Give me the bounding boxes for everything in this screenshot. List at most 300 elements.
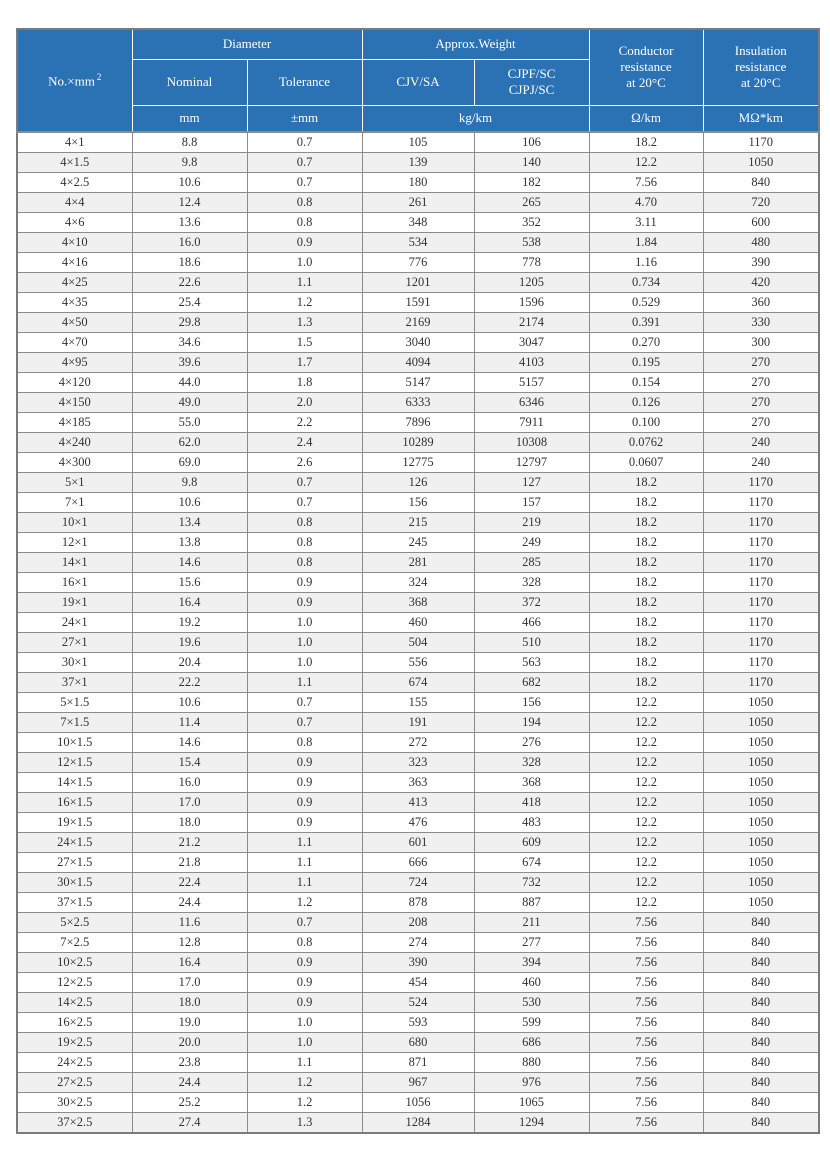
cell-cjpf-cjpj: 682 — [474, 673, 589, 693]
cell-cjpf-cjpj: 530 — [474, 993, 589, 1013]
cell-conductor-resistance: 7.56 — [589, 973, 703, 993]
cell-cjpf-cjpj: 599 — [474, 1013, 589, 1033]
cell-insulation-resistance: 270 — [703, 393, 819, 413]
cell-cjpf-cjpj: 211 — [474, 913, 589, 933]
cell-nominal: 55.0 — [132, 413, 247, 433]
cell-insulation-resistance: 840 — [703, 1013, 819, 1033]
cell-nominal: 10.6 — [132, 693, 247, 713]
cell-cjpf-cjpj: 372 — [474, 593, 589, 613]
cell-nominal: 12.8 — [132, 933, 247, 953]
cell-tolerance: 1.8 — [247, 373, 362, 393]
cell-no: 4×1 — [17, 132, 132, 153]
cell-cjpf-cjpj: 418 — [474, 793, 589, 813]
cell-conductor-resistance: 0.734 — [589, 273, 703, 293]
cell-cjpf-cjpj: 1596 — [474, 293, 589, 313]
table-row — [17, 993, 819, 1013]
cell-insulation-resistance: 840 — [703, 953, 819, 973]
table-row — [17, 673, 819, 693]
cell-insulation-resistance: 390 — [703, 253, 819, 273]
cell-nominal: 16.0 — [132, 773, 247, 793]
cell-no: 4×95 — [17, 353, 132, 373]
cell-conductor-resistance: 0.0607 — [589, 453, 703, 473]
cell-insulation-resistance: 300 — [703, 333, 819, 353]
cell-cjv-sa: 593 — [362, 1013, 474, 1033]
table-row — [17, 193, 819, 213]
cell-nominal: 18.0 — [132, 813, 247, 833]
cell-no: 16×1 — [17, 573, 132, 593]
cell-cjpf-cjpj: 880 — [474, 1053, 589, 1073]
cell-no: 4×16 — [17, 253, 132, 273]
cell-insulation-resistance: 1050 — [703, 813, 819, 833]
cell-insulation-resistance: 1170 — [703, 473, 819, 493]
cell-tolerance: 1.0 — [247, 1013, 362, 1033]
cell-cjpf-cjpj: 483 — [474, 813, 589, 833]
cell-nominal: 29.8 — [132, 313, 247, 333]
cell-cjv-sa: 524 — [362, 993, 474, 1013]
cell-tolerance: 0.8 — [247, 933, 362, 953]
cell-tolerance: 0.8 — [247, 533, 362, 553]
table-row — [17, 773, 819, 793]
cell-cjpf-cjpj: 277 — [474, 933, 589, 953]
cell-cjv-sa: 215 — [362, 513, 474, 533]
cell-no: 16×2.5 — [17, 1013, 132, 1033]
cell-cjpf-cjpj: 460 — [474, 973, 589, 993]
cell-nominal: 49.0 — [132, 393, 247, 413]
cell-insulation-resistance: 1050 — [703, 793, 819, 813]
conductor-resistance-line: at 20°C — [626, 75, 666, 91]
cell-tolerance: 1.1 — [247, 273, 362, 293]
cell-tolerance: 0.9 — [247, 753, 362, 773]
table-row — [17, 1093, 819, 1113]
cell-no: 5×1 — [17, 473, 132, 493]
cell-nominal: 13.8 — [132, 533, 247, 553]
cell-tolerance: 1.7 — [247, 353, 362, 373]
cell-conductor-resistance: 18.2 — [589, 132, 703, 153]
cell-no: 4×25 — [17, 273, 132, 293]
table-row — [17, 733, 819, 753]
cell-tolerance: 0.8 — [247, 553, 362, 573]
cell-cjv-sa: 5147 — [362, 373, 474, 393]
cell-tolerance: 1.0 — [247, 633, 362, 653]
cell-nominal: 21.2 — [132, 833, 247, 853]
cell-cjv-sa: 281 — [362, 553, 474, 573]
cell-insulation-resistance: 480 — [703, 233, 819, 253]
cell-tolerance: 0.9 — [247, 233, 362, 253]
cell-cjv-sa: 324 — [362, 573, 474, 593]
cell-insulation-resistance: 1050 — [703, 773, 819, 793]
col-header-tolerance: Tolerance — [247, 59, 362, 105]
cell-cjv-sa: 476 — [362, 813, 474, 833]
cell-cjv-sa: 1056 — [362, 1093, 474, 1113]
cell-cjv-sa: 534 — [362, 233, 474, 253]
cell-cjpf-cjpj: 249 — [474, 533, 589, 553]
table-row — [17, 473, 819, 493]
table-row — [17, 693, 819, 713]
cell-tolerance: 0.7 — [247, 913, 362, 933]
cell-no: 27×1 — [17, 633, 132, 653]
col-header-no-mm2 — [17, 29, 132, 132]
table-row — [17, 753, 819, 773]
cell-insulation-resistance: 270 — [703, 353, 819, 373]
cell-cjv-sa: 1201 — [362, 273, 474, 293]
cell-insulation-resistance: 270 — [703, 413, 819, 433]
table-row — [17, 373, 819, 393]
cell-nominal: 11.6 — [132, 913, 247, 933]
table-row — [17, 873, 819, 893]
table-row — [17, 513, 819, 533]
cell-conductor-resistance: 0.154 — [589, 373, 703, 393]
cell-no: 4×35 — [17, 293, 132, 313]
cell-tolerance: 1.2 — [247, 893, 362, 913]
table-row — [17, 333, 819, 353]
cell-cjpf-cjpj: 1205 — [474, 273, 589, 293]
cell-cjv-sa: 10289 — [362, 433, 474, 453]
cell-insulation-resistance: 600 — [703, 213, 819, 233]
table-row — [17, 413, 819, 433]
cell-cjv-sa: 272 — [362, 733, 474, 753]
cell-tolerance: 1.1 — [247, 673, 362, 693]
cell-nominal: 18.6 — [132, 253, 247, 273]
cell-nominal: 11.4 — [132, 713, 247, 733]
cell-no: 7×1.5 — [17, 713, 132, 733]
cell-nominal: 16.4 — [132, 953, 247, 973]
cell-insulation-resistance: 1050 — [703, 693, 819, 713]
cell-conductor-resistance: 7.56 — [589, 1093, 703, 1113]
table-row — [17, 253, 819, 273]
conductor-resistance-line: Conductor — [618, 42, 674, 58]
cell-conductor-resistance: 18.2 — [589, 633, 703, 653]
cell-tolerance: 1.1 — [247, 1053, 362, 1073]
cell-cjv-sa: 601 — [362, 833, 474, 853]
table-row — [17, 1033, 819, 1053]
cell-cjpf-cjpj: 887 — [474, 893, 589, 913]
cell-no: 4×2.5 — [17, 173, 132, 193]
table-row — [17, 1013, 819, 1033]
cell-no: 4×185 — [17, 413, 132, 433]
cell-no: 5×1.5 — [17, 693, 132, 713]
cell-no: 30×1.5 — [17, 873, 132, 893]
cell-cjpf-cjpj: 4103 — [474, 353, 589, 373]
cell-cjpf-cjpj: 976 — [474, 1073, 589, 1093]
cell-insulation-resistance: 330 — [703, 313, 819, 333]
cell-cjv-sa: 208 — [362, 913, 474, 933]
cell-tolerance: 0.8 — [247, 513, 362, 533]
cell-no: 7×2.5 — [17, 933, 132, 953]
cell-nominal: 27.4 — [132, 1113, 247, 1134]
cell-cjpf-cjpj: 276 — [474, 733, 589, 753]
cell-cjpf-cjpj: 328 — [474, 573, 589, 593]
cell-cjv-sa: 363 — [362, 773, 474, 793]
cell-cjv-sa: 413 — [362, 793, 474, 813]
unit-tolerance-mm: ±mm — [247, 105, 362, 132]
unit-nominal-mm: mm — [132, 105, 247, 132]
cell-tolerance: 0.9 — [247, 773, 362, 793]
cell-tolerance: 2.4 — [247, 433, 362, 453]
cjpf-sc-line: CJPF/SC — [507, 65, 556, 81]
cell-no: 4×6 — [17, 213, 132, 233]
col-header-conductor-resistance — [589, 29, 703, 105]
cell-insulation-resistance: 1050 — [703, 153, 819, 173]
cell-tolerance: 0.7 — [247, 153, 362, 173]
table-row — [17, 273, 819, 293]
col-header-no-mm2-label: No.×mm — [48, 73, 95, 89]
cell-conductor-resistance: 7.56 — [589, 913, 703, 933]
cell-cjpf-cjpj: 510 — [474, 633, 589, 653]
cell-cjpf-cjpj: 1065 — [474, 1093, 589, 1113]
cell-tolerance: 2.6 — [247, 453, 362, 473]
cell-insulation-resistance: 1170 — [703, 673, 819, 693]
cell-cjv-sa: 556 — [362, 653, 474, 673]
cell-conductor-resistance: 12.2 — [589, 813, 703, 833]
cell-conductor-resistance: 0.195 — [589, 353, 703, 373]
cell-cjpf-cjpj: 674 — [474, 853, 589, 873]
cell-insulation-resistance: 840 — [703, 1073, 819, 1093]
cell-conductor-resistance: 7.56 — [589, 1033, 703, 1053]
cell-nominal: 24.4 — [132, 893, 247, 913]
cell-nominal: 34.6 — [132, 333, 247, 353]
cell-conductor-resistance: 7.56 — [589, 993, 703, 1013]
cell-no: 4×70 — [17, 333, 132, 353]
cell-no: 12×1.5 — [17, 753, 132, 773]
cell-cjv-sa: 666 — [362, 853, 474, 873]
cell-cjv-sa: 245 — [362, 533, 474, 553]
col-header-cjv-sa: CJV/SA — [362, 59, 474, 105]
cell-cjpf-cjpj: 194 — [474, 713, 589, 733]
cell-cjv-sa: 12775 — [362, 453, 474, 473]
cell-insulation-resistance: 1050 — [703, 733, 819, 753]
cell-tolerance: 0.7 — [247, 693, 362, 713]
cell-insulation-resistance: 1170 — [703, 493, 819, 513]
cell-insulation-resistance: 840 — [703, 933, 819, 953]
cell-conductor-resistance: 12.2 — [589, 873, 703, 893]
cell-cjv-sa: 724 — [362, 873, 474, 893]
cell-tolerance: 1.1 — [247, 833, 362, 853]
cell-cjpf-cjpj: 265 — [474, 193, 589, 213]
table-row — [17, 213, 819, 233]
cell-conductor-resistance: 18.2 — [589, 473, 703, 493]
cell-conductor-resistance: 12.2 — [589, 693, 703, 713]
cell-insulation-resistance: 1050 — [703, 713, 819, 733]
cell-no: 10×1.5 — [17, 733, 132, 753]
cell-cjpf-cjpj: 609 — [474, 833, 589, 853]
cell-no: 27×2.5 — [17, 1073, 132, 1093]
cell-nominal: 15.6 — [132, 573, 247, 593]
cell-conductor-resistance: 7.56 — [589, 933, 703, 953]
cell-tolerance: 0.9 — [247, 973, 362, 993]
cell-nominal: 25.2 — [132, 1093, 247, 1113]
cell-no: 14×1.5 — [17, 773, 132, 793]
cell-insulation-resistance: 1170 — [703, 613, 819, 633]
cell-nominal: 10.6 — [132, 173, 247, 193]
cell-insulation-resistance: 1170 — [703, 132, 819, 153]
cell-cjpf-cjpj: 10308 — [474, 433, 589, 453]
cell-tolerance: 0.9 — [247, 793, 362, 813]
cell-conductor-resistance: 0.126 — [589, 393, 703, 413]
cell-nominal: 22.6 — [132, 273, 247, 293]
cell-conductor-resistance: 18.2 — [589, 613, 703, 633]
cell-cjpf-cjpj: 156 — [474, 693, 589, 713]
cell-conductor-resistance: 12.2 — [589, 753, 703, 773]
col-header-diameter: Diameter — [132, 29, 362, 59]
table-row — [17, 1053, 819, 1073]
cell-conductor-resistance: 1.84 — [589, 233, 703, 253]
cell-nominal: 22.4 — [132, 873, 247, 893]
cell-conductor-resistance: 18.2 — [589, 513, 703, 533]
cell-cjv-sa: 390 — [362, 953, 474, 973]
cell-nominal: 23.8 — [132, 1053, 247, 1073]
cell-cjpf-cjpj: 538 — [474, 233, 589, 253]
table-row — [17, 433, 819, 453]
table-row — [17, 713, 819, 733]
cell-cjv-sa: 105 — [362, 132, 474, 153]
cell-cjv-sa: 3040 — [362, 333, 474, 353]
cell-tolerance: 0.9 — [247, 573, 362, 593]
cell-nominal: 20.4 — [132, 653, 247, 673]
cell-conductor-resistance: 12.2 — [589, 893, 703, 913]
unit-weight-kg-km: kg/km — [362, 105, 589, 132]
cell-insulation-resistance: 1050 — [703, 853, 819, 873]
cell-insulation-resistance: 240 — [703, 453, 819, 473]
table-row — [17, 533, 819, 553]
cell-cjpf-cjpj: 6346 — [474, 393, 589, 413]
cell-tolerance: 1.1 — [247, 873, 362, 893]
cell-cjpf-cjpj: 127 — [474, 473, 589, 493]
cell-no: 27×1.5 — [17, 853, 132, 873]
cell-cjv-sa: 261 — [362, 193, 474, 213]
cell-no: 19×1 — [17, 593, 132, 613]
cell-conductor-resistance: 0.529 — [589, 293, 703, 313]
cell-conductor-resistance: 18.2 — [589, 553, 703, 573]
cell-nominal: 12.4 — [132, 193, 247, 213]
table-row — [17, 833, 819, 853]
cell-cjv-sa: 274 — [362, 933, 474, 953]
cell-insulation-resistance: 840 — [703, 1093, 819, 1113]
cell-insulation-resistance: 840 — [703, 973, 819, 993]
cell-insulation-resistance: 840 — [703, 1113, 819, 1134]
cell-tolerance: 0.9 — [247, 953, 362, 973]
cell-nominal: 18.0 — [132, 993, 247, 1013]
conductor-resistance-line: resistance — [620, 59, 672, 75]
cell-conductor-resistance: 0.0762 — [589, 433, 703, 453]
table-row — [17, 493, 819, 513]
cell-nominal: 62.0 — [132, 433, 247, 453]
unit-conductor-ohm-km: Ω/km — [589, 105, 703, 132]
cell-insulation-resistance: 1050 — [703, 833, 819, 853]
unit-insulation-mohm-km: MΩ*km — [703, 105, 819, 132]
cell-nominal: 19.2 — [132, 613, 247, 633]
table-row — [17, 573, 819, 593]
cell-nominal: 14.6 — [132, 733, 247, 753]
cell-no: 4×50 — [17, 313, 132, 333]
insulation-resistance-line: at 20°C — [741, 75, 781, 91]
cell-tolerance: 0.7 — [247, 713, 362, 733]
cell-conductor-resistance: 18.2 — [589, 493, 703, 513]
table-row — [17, 153, 819, 173]
cell-no: 30×2.5 — [17, 1093, 132, 1113]
cell-cjv-sa: 155 — [362, 693, 474, 713]
cell-no: 37×1 — [17, 673, 132, 693]
cell-nominal: 16.4 — [132, 593, 247, 613]
cell-conductor-resistance: 7.56 — [589, 1073, 703, 1093]
cell-tolerance: 2.2 — [247, 413, 362, 433]
cell-insulation-resistance: 1170 — [703, 573, 819, 593]
table-row — [17, 1113, 819, 1134]
cell-no: 5×2.5 — [17, 913, 132, 933]
cell-conductor-resistance: 0.391 — [589, 313, 703, 333]
col-header-nominal: Nominal — [132, 59, 247, 105]
cell-no: 14×2.5 — [17, 993, 132, 1013]
cell-cjpf-cjpj: 686 — [474, 1033, 589, 1053]
cell-tolerance: 1.2 — [247, 293, 362, 313]
cell-tolerance: 2.0 — [247, 393, 362, 413]
table-row — [17, 653, 819, 673]
cell-insulation-resistance: 1050 — [703, 753, 819, 773]
cell-cjv-sa: 323 — [362, 753, 474, 773]
cell-conductor-resistance: 12.2 — [589, 793, 703, 813]
cell-conductor-resistance: 7.56 — [589, 173, 703, 193]
cell-tolerance: 0.8 — [247, 733, 362, 753]
table-row — [17, 1073, 819, 1093]
cell-cjv-sa: 776 — [362, 253, 474, 273]
cell-conductor-resistance: 7.56 — [589, 1013, 703, 1033]
cell-tolerance: 1.0 — [247, 653, 362, 673]
table-row — [17, 913, 819, 933]
cell-no: 19×2.5 — [17, 1033, 132, 1053]
cell-cjpf-cjpj: 1294 — [474, 1113, 589, 1134]
cell-insulation-resistance: 840 — [703, 1053, 819, 1073]
cell-conductor-resistance: 12.2 — [589, 713, 703, 733]
cell-cjpf-cjpj: 466 — [474, 613, 589, 633]
table-row — [17, 132, 819, 153]
cell-tolerance: 0.7 — [247, 493, 362, 513]
cell-cjpf-cjpj: 778 — [474, 253, 589, 273]
cell-nominal: 19.0 — [132, 1013, 247, 1033]
cell-insulation-resistance: 840 — [703, 913, 819, 933]
cell-insulation-resistance: 360 — [703, 293, 819, 313]
cell-conductor-resistance: 12.2 — [589, 733, 703, 753]
table-row — [17, 173, 819, 193]
cell-cjv-sa: 871 — [362, 1053, 474, 1073]
cell-nominal: 24.4 — [132, 1073, 247, 1093]
table-row — [17, 553, 819, 573]
cell-no: 4×120 — [17, 373, 132, 393]
cell-nominal: 17.0 — [132, 973, 247, 993]
cell-insulation-resistance: 1170 — [703, 553, 819, 573]
cell-insulation-resistance: 420 — [703, 273, 819, 293]
cell-cjpf-cjpj: 219 — [474, 513, 589, 533]
cell-no: 30×1 — [17, 653, 132, 673]
table-row — [17, 633, 819, 653]
cell-conductor-resistance: 18.2 — [589, 673, 703, 693]
cell-cjv-sa: 680 — [362, 1033, 474, 1053]
cell-conductor-resistance: 12.2 — [589, 773, 703, 793]
cell-cjpf-cjpj: 140 — [474, 153, 589, 173]
cell-tolerance: 1.0 — [247, 613, 362, 633]
cell-nominal: 16.0 — [132, 233, 247, 253]
table-row — [17, 393, 819, 413]
cell-cjpf-cjpj: 285 — [474, 553, 589, 573]
cell-insulation-resistance: 1170 — [703, 653, 819, 673]
cell-cjv-sa: 1284 — [362, 1113, 474, 1134]
cell-conductor-resistance: 0.270 — [589, 333, 703, 353]
table-row — [17, 233, 819, 253]
cell-cjpf-cjpj: 5157 — [474, 373, 589, 393]
cell-cjv-sa: 368 — [362, 593, 474, 613]
cell-no: 24×2.5 — [17, 1053, 132, 1073]
cell-insulation-resistance: 270 — [703, 373, 819, 393]
cell-cjpf-cjpj: 12797 — [474, 453, 589, 473]
cell-cjpf-cjpj: 157 — [474, 493, 589, 513]
